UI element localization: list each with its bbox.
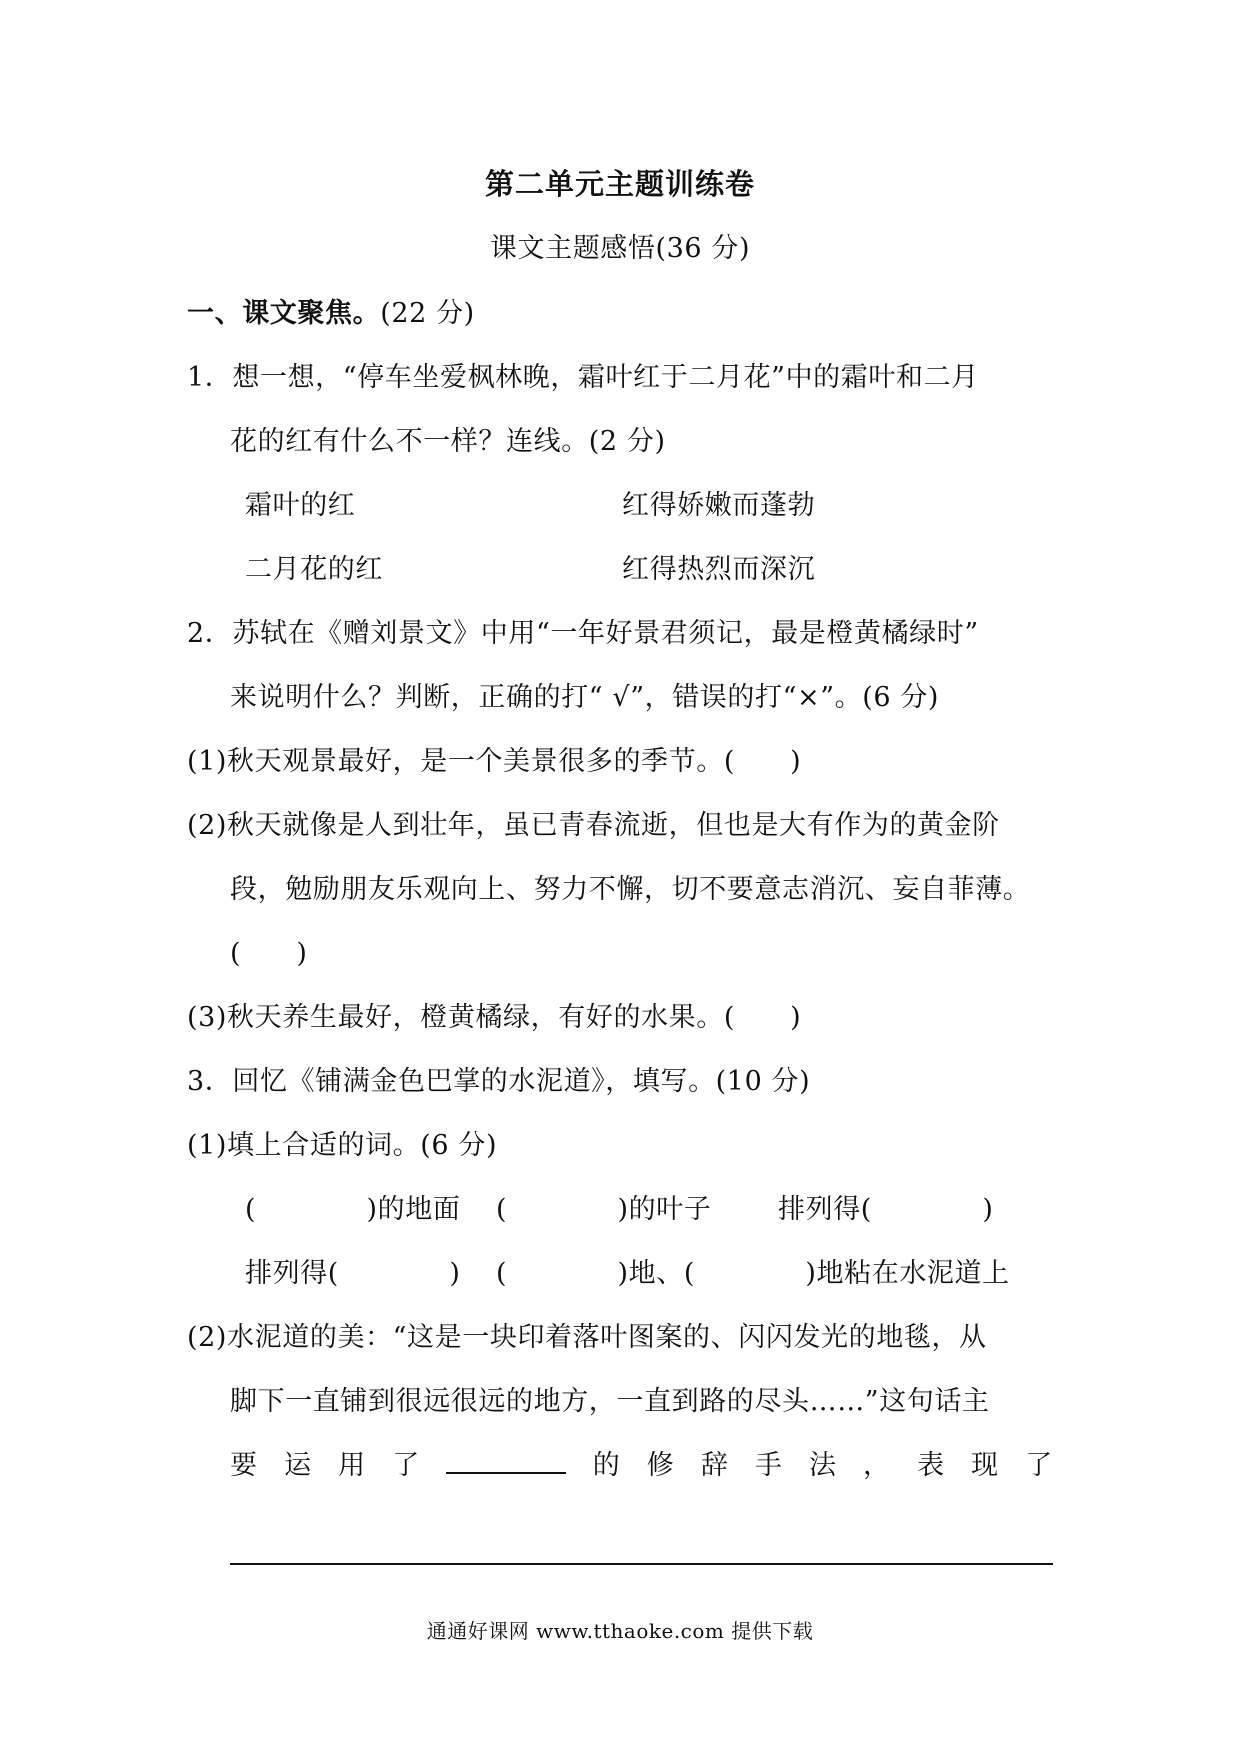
text-char: 要 [230, 1450, 258, 1481]
fill-blank-item[interactable]: ( )的地面 [245, 1194, 461, 1225]
q2-item2-answer[interactable]: ( ) [230, 938, 308, 969]
text-char: 现 [971, 1450, 999, 1481]
text-char: 的 [592, 1450, 621, 1481]
q3-sub1: (1)填上合适的词。(6 分) [187, 1130, 498, 1161]
match-right-item[interactable]: 红得热烈而深沉 [622, 554, 816, 585]
q2-line2: 来说明什么？判断，正确的打“ √”，错误的打“×”。(6 分) [230, 682, 940, 713]
q3-sub2-line2: 脚下一直铺到很远很远的地方，一直到路的尽头……”这句话主 [230, 1386, 990, 1417]
fill-blank-item[interactable]: 排列得( ) [778, 1194, 994, 1225]
text-char: 辞 [700, 1450, 729, 1481]
q2-item2-line1: (2)秋天就像是人到壮年，虽已青春流逝，但也是大有作为的黄金阶 [187, 810, 1000, 841]
q1-line2: 花的红有什么不一样？连线。(2 分) [230, 426, 666, 457]
text-char: ， [863, 1450, 891, 1481]
text-char: 了 [392, 1450, 420, 1481]
answer-line[interactable] [230, 1563, 1053, 1565]
q2-line1: 2．苏轼在《赠刘景文》中用“一年好景君须记，最是橙黄橘绿时” [187, 618, 979, 649]
q3-sub2-line1: (2)水泥道的美：“这是一块印着落叶图案的、闪闪发光的地毯，从 [187, 1322, 987, 1353]
q3-sub2-line3 [230, 1446, 1053, 1486]
q3-line1: 3．回忆《铺满金色巴掌的水泥道》，填写。(10 分) [187, 1066, 811, 1097]
section-points: (22 分) [380, 298, 475, 329]
text-char: 了 [1025, 1450, 1053, 1481]
match-left-item[interactable]: 霜叶的红 [245, 490, 356, 521]
fill-blank-item[interactable]: ( )地、( )地粘在水泥道上 [496, 1258, 1010, 1289]
q2-item3[interactable]: (3)秋天养生最好，橙黄橘绿，有好的水果。( ) [187, 1002, 802, 1033]
q2-item2-line2: 段，勉励朋友乐观向上、努力不懈，切不要意志消沉、妄自菲薄。 [230, 874, 1031, 905]
text-char: 法 [808, 1450, 837, 1481]
match-left-item[interactable]: 二月花的红 [245, 554, 383, 585]
match-right-item[interactable]: 红得娇嫩而蓬勃 [622, 490, 816, 521]
q1-line1: 1．想一想，“停车坐爱枫林晚，霜叶红于二月花”中的霜叶和二月 [187, 362, 979, 393]
text-char: 修 [646, 1450, 675, 1481]
answer-blank[interactable] [446, 1446, 566, 1474]
q2-item1[interactable]: (1)秋天观景最好，是一个美景很多的季节。( ) [187, 746, 802, 777]
text-char: 用 [338, 1450, 366, 1481]
page-subtitle: 课文主题感悟(36 分) [489, 233, 751, 264]
text-char: 运 [284, 1450, 312, 1481]
page-title: 第二单元主题训练卷 [484, 167, 755, 201]
text-char: 表 [917, 1450, 945, 1481]
text-char: 手 [754, 1450, 783, 1481]
page-footer: 通通好课网 www.tthaoke.com 提供下载 [426, 1619, 814, 1643]
fill-blank-item[interactable]: 排列得( ) [245, 1258, 461, 1289]
fill-blank-item[interactable]: ( )的叶子 [496, 1194, 712, 1225]
section-heading [187, 294, 475, 334]
section-label: 一、课文聚焦。 [187, 298, 381, 329]
